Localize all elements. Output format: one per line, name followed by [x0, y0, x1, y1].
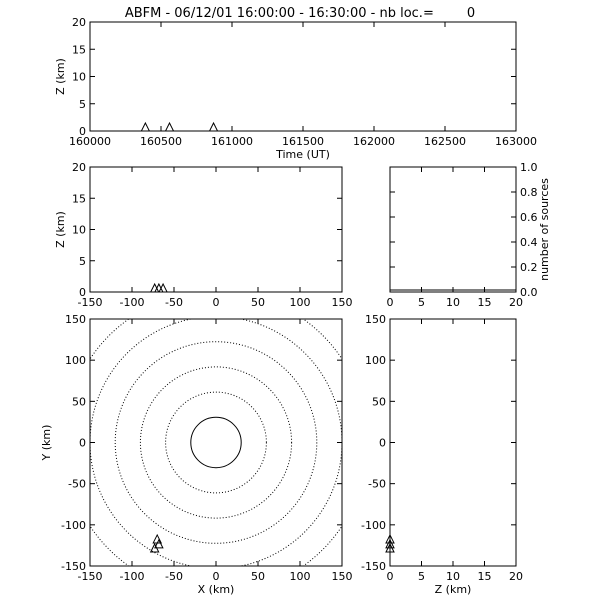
x-tick-label: 15 [477, 570, 492, 583]
y-tick-label: 15 [72, 43, 86, 57]
x-tick-label: 160000 [69, 135, 111, 148]
y-tick-label: 100 [365, 354, 386, 368]
x-tick-label: 161500 [282, 135, 324, 148]
x-tick-label: 150 [331, 296, 353, 309]
y-tick-label: 5 [79, 254, 86, 268]
y-tick-label: 0 [379, 436, 386, 450]
y-tick-label: -100 [361, 518, 386, 532]
y-tick-label: 0 [79, 125, 86, 138]
x-tick-label: 162500 [424, 135, 466, 148]
y-tick-label: 10 [72, 223, 86, 237]
y-tick-label: 50 [72, 395, 86, 409]
x-tick-label: -150 [77, 296, 103, 309]
y-tick-label: 10 [72, 70, 86, 84]
y-tick-label: 20 [72, 16, 86, 29]
y-tick-label: 0.0 [520, 286, 538, 299]
y-tick-label: -150 [61, 560, 86, 573]
x-axis-label: X (km) [197, 583, 235, 596]
y-tick-label: 0.2 [520, 261, 538, 274]
figure-title: ABFM - 06/12/01 16:00:00 - 16:30:00 - nb loc.= 0 [124, 6, 476, 21]
x-tick-label: 0 [386, 570, 394, 583]
y-tick-label: 150 [365, 313, 386, 326]
x-tick-label: 5 [418, 570, 425, 583]
x-tick-label: -50 [165, 296, 183, 309]
y-tick-label: 0 [79, 436, 86, 450]
x-tick-label: 15 [477, 296, 492, 309]
y-tick-label: -100 [61, 518, 86, 532]
y-tick-label: 150 [65, 313, 86, 326]
y-axis-label: Z (km) [54, 211, 67, 248]
x-tick-label: 20 [509, 570, 523, 583]
x-tick-label: 50 [251, 296, 265, 309]
y-tick-label: 5 [79, 97, 86, 111]
y-axis-label: Y (km) [40, 424, 53, 461]
x-tick-label: 161000 [211, 135, 253, 148]
x-tick-label: 0 [212, 570, 220, 583]
y-axis-label: Z (km) [54, 58, 67, 95]
x-tick-label: 162000 [353, 135, 395, 148]
y-tick-label: 0.4 [520, 236, 538, 249]
y-tick-label: 20 [72, 161, 86, 174]
x-tick-label: -100 [119, 296, 145, 309]
x-tick-label: 50 [251, 570, 265, 583]
x-axis-label: Z (km) [434, 583, 472, 596]
x-tick-label: 100 [289, 570, 311, 583]
x-tick-label: 10 [446, 296, 460, 309]
y-tick-label: 0.8 [520, 186, 538, 199]
x-axis-label: Time (UT) [276, 148, 330, 161]
x-tick-label: 0 [212, 296, 220, 309]
x-tick-label: 10 [446, 570, 460, 583]
x-tick-label: -50 [165, 570, 183, 583]
y-tick-label: -150 [361, 560, 386, 573]
y-tick-label: 100 [65, 354, 86, 368]
x-tick-label: -100 [119, 570, 145, 583]
y-tick-label: 0 [79, 286, 86, 299]
x-tick-label: 0 [386, 296, 394, 309]
y-tick-label: 1.0 [520, 161, 538, 174]
y-axis-label: number of sources [538, 178, 551, 281]
y-tick-label: 50 [372, 395, 386, 409]
y-tick-label: -50 [68, 477, 86, 491]
x-tick-label: 100 [289, 296, 311, 309]
x-tick-label: 150 [331, 570, 353, 583]
y-tick-label: 15 [72, 192, 86, 206]
y-tick-label: -50 [368, 477, 386, 491]
x-tick-label: -150 [77, 570, 103, 583]
x-tick-label: 163000 [495, 135, 537, 148]
x-tick-label: 160500 [140, 135, 182, 148]
x-tick-label: 5 [418, 296, 425, 309]
x-tick-label: 20 [509, 296, 523, 309]
y-tick-label: 0.6 [520, 211, 538, 224]
